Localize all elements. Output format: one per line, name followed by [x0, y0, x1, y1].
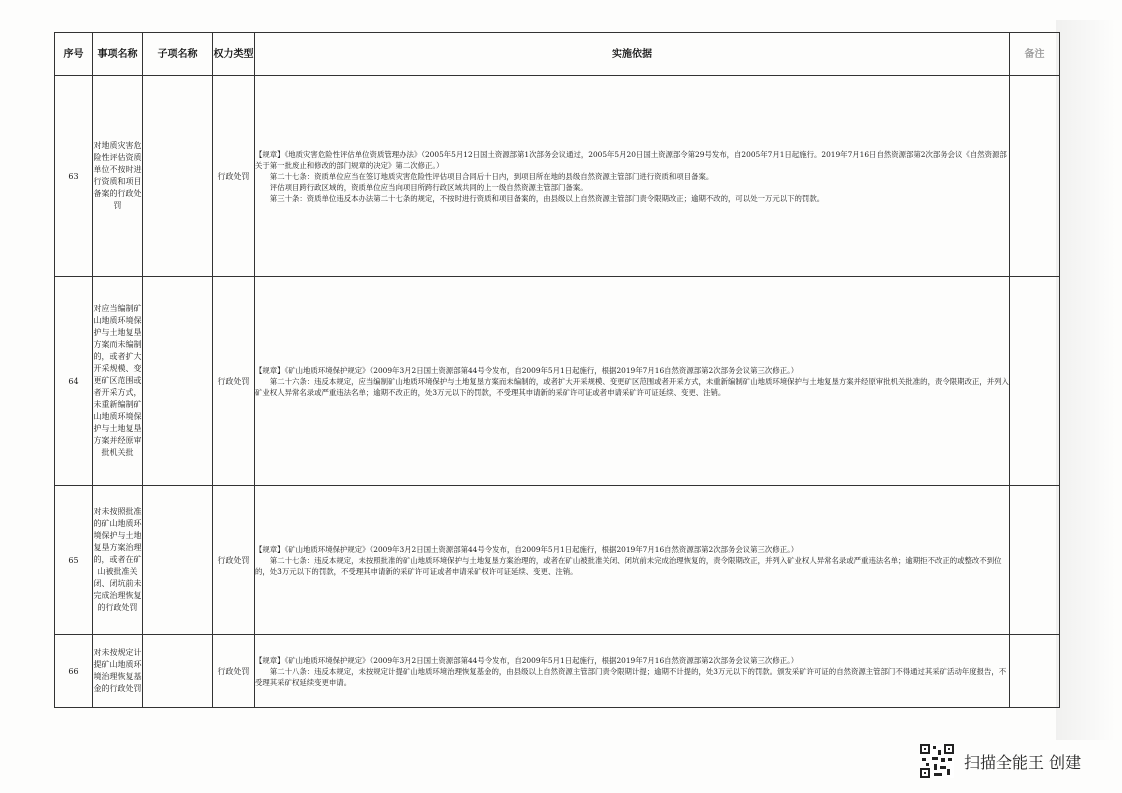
scanner-watermark — [920, 744, 1081, 778]
qr-code-icon — [920, 744, 954, 778]
basis-para: 第二十七条：资质单位应当在签订地质灾害危险性评估项目合同后十日内，到项目所在地的县级自然资源主管部门进行资质和项目备案。 — [269, 171, 714, 181]
header-row — [55, 33, 1060, 76]
row-type: 行政处罚 — [213, 277, 255, 486]
row-remark — [1010, 277, 1060, 486]
row-type: 行政处罚 — [213, 635, 255, 708]
row-basis — [255, 76, 1010, 277]
row-seq: 66 — [55, 635, 93, 708]
row-remark — [1010, 486, 1060, 635]
row-item-name: 对未按规定计提矿山地质环境治理恢复基金的行政处罚 — [93, 635, 143, 708]
basis-para: 第二十六条：违反本规定，应当编制矿山地质环境保护与土地复垦方案而未编制的，或者扩大开采规模、变更矿区范围或者开采方式，未重新编制矿山地质环境保护与土地复垦方案并经原审批机关批准的，责令限期改正，并列入矿业权人异常名录或严重违法名单；逾期不改正的，处3万元以下的罚款，不受理其申请新的采矿许可证或者申请采矿许可证延续、变更、注销。 — [255, 376, 1009, 397]
row-subitem — [143, 76, 213, 277]
row-type: 行政处罚 — [213, 486, 255, 635]
basis-para: 第二十八条：违反本规定，未按规定计提矿山地质环境治理恢复基金的，由县级以上自然资源主管部门责令限期计提；逾期不计提的，处3万元以下的罚款。颁发采矿许可证的自然资源主管部门不得通过其采矿活动年度报告，不受理其采矿权延续变更申请。 — [255, 666, 1007, 687]
row-basis — [255, 277, 1010, 486]
row-basis — [255, 635, 1010, 708]
row-subitem — [143, 635, 213, 708]
row-type: 行政处罚 — [213, 76, 255, 277]
row-item-name: 对应当编制矿山地质环境保护与土地复垦方案而未编制的，或者扩大开采规模、变更矿区范围或者开采方式，未重新编制矿山地质环境保护与土地复垦方案并经原审批机关批 — [93, 277, 143, 486]
basis-para: 【规章】《矿山地质环境保护规定》（2009年3月2日国土资源部第44号令发布，自2009年5月1日起施行，根据2019年7月16自然资源部第2次部务会议第三次修正。） — [255, 544, 799, 554]
table-row — [55, 277, 1060, 486]
row-subitem — [143, 486, 213, 635]
basis-para: 第三十条：资质单位违反本办法第二十七条的规定，不按时进行资质和项目备案的，由县级以上自然资源主管部门责令限期改正；逾期不改的，可以处一万元以下的罚款。 — [269, 193, 825, 203]
table-row — [55, 76, 1060, 277]
basis-para: 评估项目跨行政区域的，资质单位应当向项目所跨行政区域共同的上一级自然资源主管部门备案。 — [269, 182, 588, 192]
row-item-name: 对地质灾害危险性评估资质单位不按时进行资质和项目备案的行政处罚 — [93, 76, 143, 277]
power-list-table — [54, 32, 1060, 708]
row-remark — [1010, 76, 1060, 277]
header-remark: 备注 — [1010, 33, 1060, 76]
row-item-name: 对未按照批准的矿山地质环境保护与土地复垦方案治理的，或者在矿山被批准关闭、闭坑前未完成治理恢复的行政处罚 — [93, 486, 143, 635]
basis-para: 第二十七条：违反本规定，未按照批准的矿山地质环境保护与土地复垦方案治理的，或者在矿山被批准关闭、闭坑前未完成治理恢复的，责令限期改正，并列入矿业权人异常名录或严重违法名单；逾期拒不改正的或整改不到位的，处3万元以下的罚款，不受理其申请新的采矿许可证或者申请采矿权许可证延续、变更、注销。 — [255, 555, 1002, 576]
header-seq: 序号 — [55, 33, 93, 76]
table-row — [55, 635, 1060, 708]
basis-para: 【规章】《矿山地质环境保护规定》（2009年3月2日国土资源部第44号令发布，自2009年5月1日起施行，根据2019年7月16自然资源部第2次部务会议第三次修正。） — [255, 365, 799, 375]
scan-shadow — [1056, 20, 1116, 740]
row-remark — [1010, 635, 1060, 708]
row-basis — [255, 486, 1010, 635]
row-seq: 64 — [55, 277, 93, 486]
row-seq: 65 — [55, 486, 93, 635]
basis-para: 【规章】《地质灾害危险性评估单位资质管理办法》（2005年5月12日国土资源部第1次部务会议通过，2005年5月20日国土资源部令第29号发布，自2005年7月1日起施行。2019年7月16日自然资源部第2次部务会议《自然资源部关于第一批废止和修改的部门规章的决定》第二次修正。） — [255, 149, 1007, 170]
header-item: 事项名称 — [93, 33, 143, 76]
header-subitem: 子项名称 — [143, 33, 213, 76]
row-seq: 63 — [55, 76, 93, 277]
row-subitem — [143, 277, 213, 486]
header-basis: 实施依据 — [255, 33, 1010, 76]
header-type: 权力类型 — [213, 33, 255, 76]
watermark-text: 扫描全能王 创建 — [964, 752, 1082, 772]
table-row — [55, 486, 1060, 635]
basis-para: 【规章】《矿山地质环境保护规定》（2009年3月2日国土资源部第44号令发布，自2009年5月1日起施行，根据2019年7月16自然资源部第2次部务会议第三次修正。） — [255, 655, 799, 665]
